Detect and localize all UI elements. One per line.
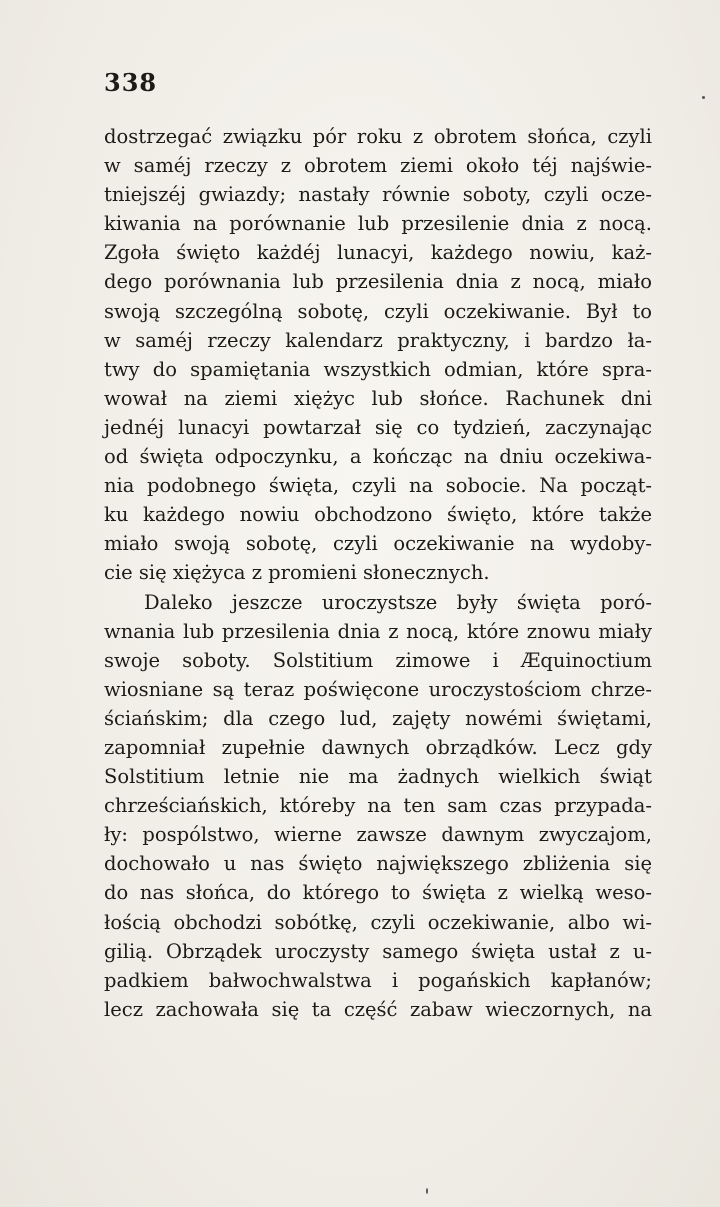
page-number: 338 bbox=[104, 68, 158, 97]
text-line: łością obchodzi sobótkę, czyli oczekiwanie, albo wi- bbox=[104, 910, 652, 934]
text-line: kiwania na porównanie lub przesilenie dnia z nocą. bbox=[104, 212, 652, 236]
text-line: chrześciańskich, któreby na ten sam czas przypada- bbox=[104, 794, 652, 818]
text-line: dostrzegać związku pór roku z obrotem słońca, czyli bbox=[104, 125, 652, 148]
body-text bbox=[104, 122, 652, 1024]
text-line: ku każdego nowiu obchodzono święto, które także bbox=[104, 503, 652, 527]
text-line: swoją szczególną sobotę, czyli oczekiwanie. Był to bbox=[104, 299, 652, 323]
text-line: wiosniane są teraz poświęcone uroczystościom chrze- bbox=[104, 677, 652, 701]
text-line: Zgoła święto każdéj lunacyi, każdego nowiu, każ- bbox=[104, 241, 652, 265]
text-line: dochowało u nas święto największego zbliżenia się bbox=[104, 852, 652, 876]
text-line: do nas słońca, do którego to święta z wielką weso- bbox=[104, 881, 652, 905]
text-line: twy do spamiętania wszystkich odmian, które spra- bbox=[104, 357, 652, 381]
text-line: wował na ziemi xiężyc lub słońce. Rachunek dni bbox=[104, 386, 652, 410]
text-line: Solstitium letnie nie ma żadnych wielkich świąt bbox=[104, 765, 652, 789]
text-line: padkiem bałwochwalstwa i pogańskich kapłanów; bbox=[104, 968, 652, 992]
text-line: lecz zachowała się ta część zabaw wieczornych, na bbox=[104, 997, 652, 1021]
text-line: ły: pospólstwo, wierne zawsze dawnym zwyczajom, bbox=[104, 823, 652, 847]
text-line: w saméj rzeczy kalendarz praktyczny, i bardzo ła- bbox=[104, 328, 652, 352]
text-line: w saméj rzeczy z obrotem ziemi około téj najświe- bbox=[104, 154, 652, 178]
text-line: wnania lub przesilenia dnia z nocą, które znowu miały bbox=[104, 619, 652, 643]
text-line: ściańskim; dla czego lud, zajęty nowémi świętami, bbox=[104, 706, 652, 730]
text-line: Daleko jeszcze uroczystsze były święta poró- bbox=[144, 590, 652, 614]
text-line: swoje soboty. Solstitium zimowe i Æquinoctium bbox=[104, 648, 652, 672]
paper-speck bbox=[426, 1188, 428, 1194]
text-line: miało swoją sobotę, czyli oczekiwanie na wydoby- bbox=[104, 532, 652, 556]
paper-speck bbox=[702, 96, 705, 99]
text-line: od święta odpoczynku, a kończąc na dniu oczekiwa- bbox=[104, 445, 652, 469]
text-line: cie się xiężyca z promieni słonecznych. bbox=[104, 561, 490, 585]
text-line: zapomniał zupełnie dawnych obrządków. Lecz gdy bbox=[104, 735, 652, 759]
text-line: nia podobnego święta, czyli na sobocie. Na począt- bbox=[104, 474, 652, 498]
text-line: tniejszéj gwiazdy; nastały równie soboty, czyli ocze- bbox=[104, 183, 652, 207]
text-line: dego porównania lub przesilenia dnia z nocą, miało bbox=[104, 270, 652, 294]
text-line: gilią. Obrządek uroczysty samego święta ustał z u- bbox=[104, 939, 652, 963]
text-line: jednéj lunacyi powtarzał się co tydzień, zaczynając bbox=[104, 415, 652, 439]
